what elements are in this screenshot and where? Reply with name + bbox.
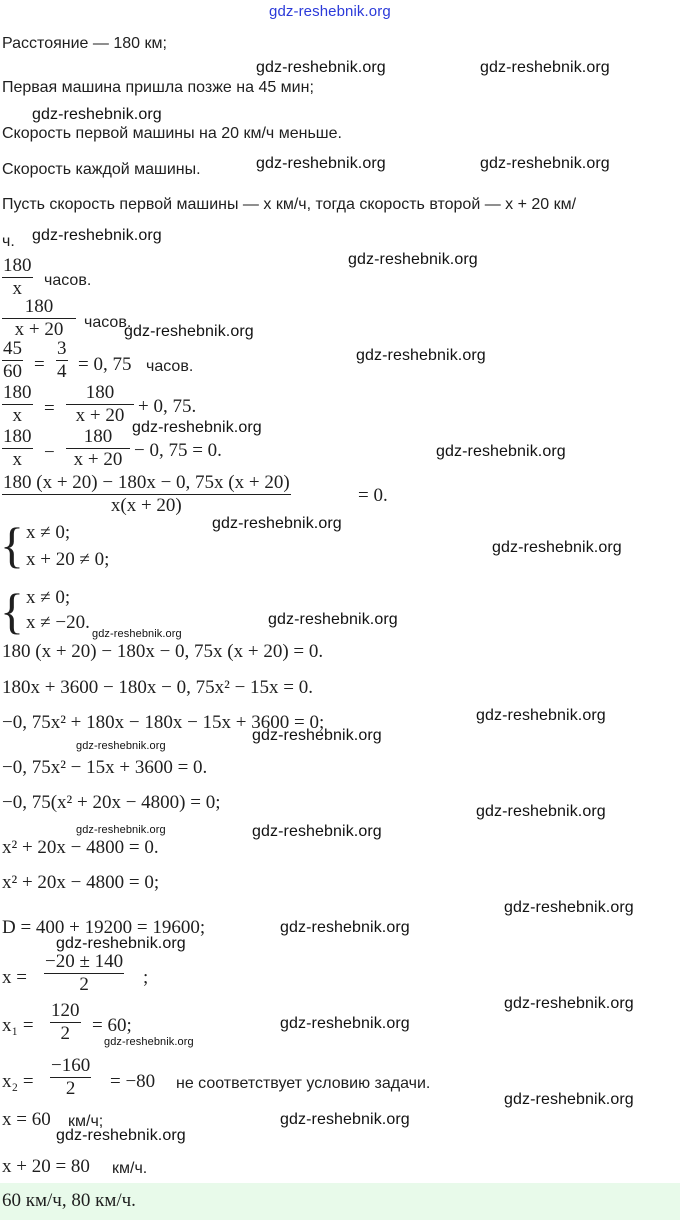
watermark: gdz-reshebnik.org	[436, 443, 566, 460]
answer-text: 60 км/ч, 80 км/ч.	[2, 1190, 136, 1211]
eq1-rest: + 0, 75.	[138, 396, 197, 417]
conv-fraction-1	[2, 338, 23, 383]
roots-semicolon: ;	[143, 967, 149, 988]
watermark: gdz-reshebnik.org	[480, 59, 610, 76]
roots-denominator: 2	[79, 974, 89, 995]
system1-line-a: x ≠ 0;	[26, 522, 71, 543]
watermark: gdz-reshebnik.org	[280, 919, 410, 936]
time2-numerator: 180	[24, 296, 54, 317]
result-1: x = 60	[2, 1109, 51, 1130]
root2-denominator: 2	[65, 1078, 76, 1099]
eq3-rest: = 0.	[358, 485, 388, 506]
eq2-rest: − 0, 75 = 0.	[134, 440, 222, 461]
watermark: gdz-reshebnik.org	[348, 251, 478, 268]
conv-numerator-1: 45	[3, 338, 22, 359]
watermark: gdz-reshebnik.org	[56, 1127, 186, 1144]
step-line-5: −0, 75(x² + 20x − 4800) = 0;	[2, 792, 221, 813]
watermark: gdz-reshebnik.org	[476, 803, 606, 820]
result-1-unit: км/ч;	[68, 1113, 104, 1130]
eq1-right-denominator: x + 20	[75, 405, 125, 426]
root1-numerator: 120	[51, 1000, 80, 1021]
system2-line-b: x ≠ −20.	[26, 612, 90, 633]
eq1-fraction-left	[2, 382, 33, 427]
watermark: gdz-reshebnik.org	[212, 515, 342, 532]
roots-fraction	[44, 951, 124, 996]
eq2-right-denominator: x + 20	[73, 449, 123, 470]
given-late: Первая машина пришла позже на 45 мин;	[2, 79, 314, 96]
eq1-left-numerator: 180	[3, 382, 32, 403]
watermark: gdz-reshebnik.org	[356, 347, 486, 364]
root1-denominator: 2	[60, 1023, 70, 1044]
time2-unit: часов.	[84, 314, 132, 331]
watermark: gdz-reshebnik.org	[280, 1015, 410, 1032]
given-slower: Скорость первой машины на 20 км/ч меньше.	[2, 125, 342, 142]
watermark-small: gdz-reshebnik.org	[92, 628, 182, 640]
setup-line-2: ч.	[2, 233, 15, 250]
time1-numerator: 180	[3, 255, 32, 276]
watermark: gdz-reshebnik.org	[476, 707, 606, 724]
answer-block	[0, 1183, 680, 1220]
time2-fraction	[2, 296, 76, 341]
step-line-4: −0, 75x² − 15x + 3600 = 0.	[2, 757, 208, 778]
root1-rest: = 60;	[92, 1015, 132, 1036]
watermark: gdz-reshebnik.org	[504, 995, 634, 1012]
eq1-fraction-right	[66, 382, 134, 427]
watermark: gdz-reshebnik.org	[256, 59, 386, 76]
conv-unit: часов.	[146, 358, 194, 375]
watermark: gdz-reshebnik.org	[480, 155, 610, 172]
time1-unit: часов.	[44, 272, 92, 289]
conv-denominator-2: 4	[57, 361, 67, 382]
eq3-fraction	[2, 472, 291, 517]
root1-fraction	[50, 1000, 81, 1045]
root2-note: не соответствует условию задачи.	[176, 1075, 431, 1092]
roots-numerator: −20 ± 140	[45, 951, 124, 972]
watermark-small: gdz-reshebnik.org	[76, 824, 166, 836]
watermark: gdz-reshebnik.org	[504, 899, 634, 916]
step-line-1: 180 (x + 20) − 180x − 0, 75x (x + 20) = 0.	[2, 641, 324, 662]
discriminant: D = 400 + 19200 = 19600;	[2, 917, 206, 938]
eq1-eq: =	[44, 398, 55, 419]
given-distance: Расстояние — 180 км;	[2, 35, 167, 52]
root2-fraction	[50, 1055, 91, 1100]
step-line-7: x² + 20x − 4800 = 0;	[2, 872, 160, 893]
eq3-numerator: 180 (x + 20) − 180x − 0, 75x (x + 20)	[3, 472, 290, 493]
conv-numerator-2: 3	[57, 338, 67, 359]
watermark: gdz-reshebnik.org	[256, 155, 386, 172]
root2-numerator: −160	[51, 1055, 91, 1076]
time1-fraction	[2, 255, 33, 300]
watermark: gdz-reshebnik.org	[132, 419, 262, 436]
eq2-fraction-left	[2, 426, 33, 471]
watermark-top[interactable]: gdz-reshebnik.org	[269, 3, 391, 20]
eq1-left-denominator: x	[12, 405, 22, 426]
watermark: gdz-reshebnik.org	[252, 727, 382, 744]
conv-denominator-1: 60	[3, 361, 22, 382]
eq2-right-numerator: 180	[83, 426, 113, 447]
watermark: gdz-reshebnik.org	[56, 935, 186, 952]
root2-lhs: x₂ =	[2, 1071, 34, 1092]
step-line-3: −0, 75x² + 180x − 180x − 15x + 3600 = 0;	[2, 712, 325, 733]
given-find: Скорость каждой машины.	[2, 161, 201, 178]
roots-lhs: x =	[2, 967, 27, 988]
watermark: gdz-reshebnik.org	[124, 323, 254, 340]
conv-eq: =	[34, 354, 45, 375]
watermark: gdz-reshebnik.org	[32, 106, 162, 123]
time1-denominator: x	[12, 278, 22, 299]
eq2-left-numerator: 180	[3, 426, 32, 447]
system-brace: {	[0, 517, 24, 573]
eq3-denominator: x(x + 20)	[110, 495, 182, 516]
step-line-6: x² + 20x − 4800 = 0.	[2, 837, 159, 858]
root1-lhs: x₁ =	[2, 1015, 34, 1036]
system1-line-b: x + 20 ≠ 0;	[26, 549, 110, 570]
watermark: gdz-reshebnik.org	[32, 227, 162, 244]
watermark-small: gdz-reshebnik.org	[104, 1036, 194, 1048]
eq2-fraction-right	[66, 426, 130, 471]
system2-line-a: x ≠ 0;	[26, 587, 71, 608]
setup-line-1: Пусть скорость первой машины — x км/ч, тогда скорость второй — x + 20 км/	[2, 196, 577, 213]
step-line-2: 180x + 3600 − 180x − 0, 75x² − 15x = 0.	[2, 677, 314, 698]
eq2-left-denominator: x	[12, 449, 22, 470]
result-2: x + 20 = 80	[2, 1156, 90, 1177]
root2-rest: = −80	[110, 1071, 156, 1092]
conv-rest: = 0, 75	[78, 354, 132, 375]
eq2-minus: −	[44, 442, 55, 463]
watermark: gdz-reshebnik.org	[268, 611, 398, 628]
watermark: gdz-reshebnik.org	[504, 1091, 634, 1108]
eq1-right-numerator: 180	[85, 382, 115, 403]
watermark-small: gdz-reshebnik.org	[76, 740, 166, 752]
conv-fraction-2	[56, 338, 68, 383]
result-2-unit: км/ч.	[112, 1160, 148, 1177]
time2-denominator: x + 20	[14, 319, 64, 340]
system-brace: {	[0, 583, 24, 639]
watermark: gdz-reshebnik.org	[492, 539, 622, 556]
watermark: gdz-reshebnik.org	[252, 823, 382, 840]
watermark: gdz-reshebnik.org	[280, 1111, 410, 1128]
